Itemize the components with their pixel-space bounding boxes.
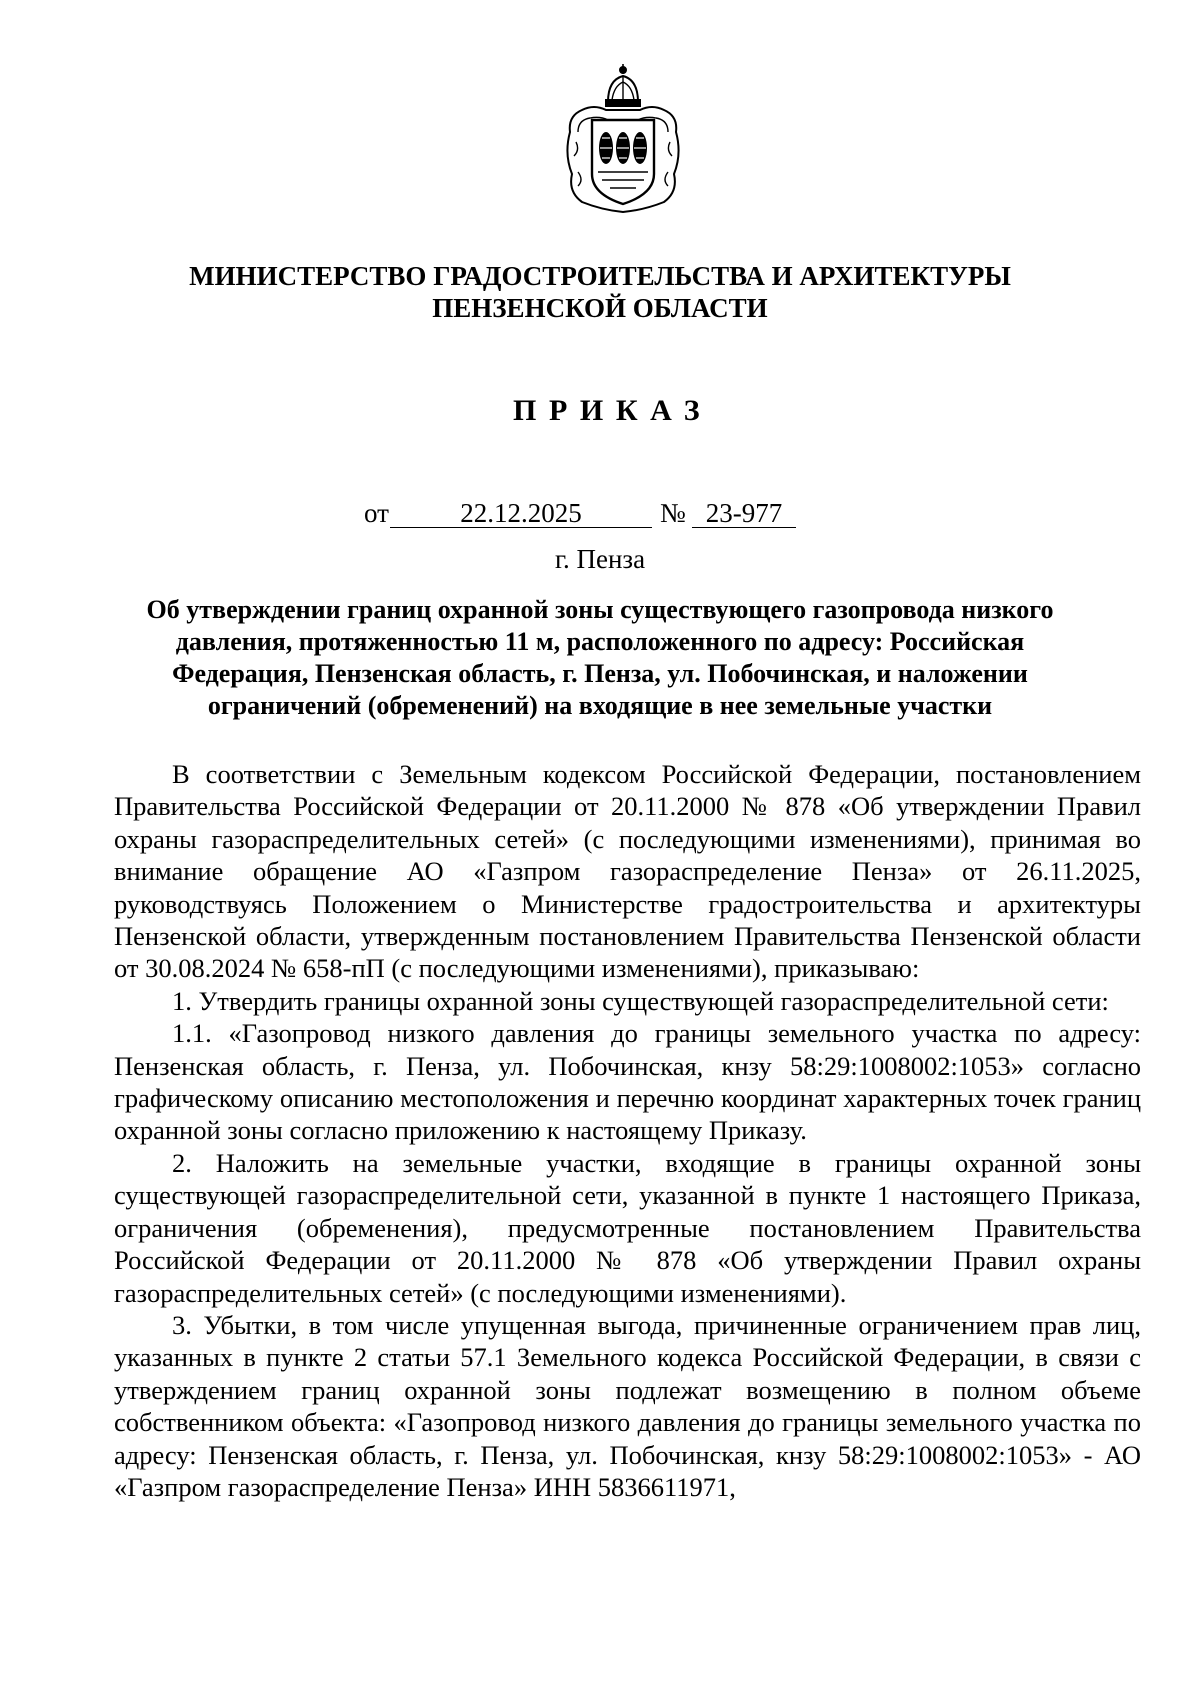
ministry-name [100, 260, 1100, 324]
document-date: 22.12.2025 [390, 496, 652, 528]
clause-1-1: 1.1. «Газопровод низкого давления до границы земельного участка по адресу: Пензенская область, г. Пенза, ул. Побочинская, кнзу 58:29:1008002:1053» согласно графическому описанию местоположения и перечню координат характерных точек границ охранной зоны согласно приложению к настоящему Приказу. [114, 1018, 1141, 1146]
document-body [114, 758, 1141, 1503]
number-prefix: № [660, 498, 686, 528]
document-subject: Об утверждении границ охранной зоны существующего газопровода низкого давления, протяженностью 11 м, расположенного по адресу: Российская Федерация, Пензенская область, г. Пенза, ул. Побочинская, и наложении ограничений (обременений) на входящие в нее земельные участки [146, 595, 1054, 720]
ministry-name-line-1: МИНИСТЕРСТВО ГРАДОСТРОИТЕЛЬСТВА И АРХИТЕКТУРЫ [189, 261, 1011, 291]
date-number-line [0, 496, 1200, 530]
clause-3: 3. Убытки, в том числе упущенная выгода, причиненные ограничением прав лиц, указанных в пункте 2 статьи 57.1 Земельного кодекса Российской Федерации, в связи с утверждением границ охранной зоны подлежат возмещению в полном объеме собственником объекта: «Газопровод низкого давления до границы земельного участка по адресу: Пензенская область, г. Пенза, ул. Побочинская, кнзу 58:29:1008002:1053» - АО «Газпром газораспределение Пенза» ИНН 5836611971, [114, 1309, 1141, 1502]
preamble-paragraph: В соответствии с Земельным кодексом Российской Федерации, постановлением Правительства Российской Федерации от 20.11.2000 № 878 «Об утверждении Правил охраны газораспределительных сетей» (с последующими изменениями), принимая во внимание обращение АО «Газпром газораспределение Пенза» от 26.11.2025, руководствуясь Положением о Министерстве градостроительства и архитектуры Пензенской области, утвержденным постановлением Правительства Пензенской области от 30.08.2024 № 658-пП (с последующими изменениями), приказываю: [114, 759, 1141, 984]
date-prefix: от [364, 498, 389, 528]
clause-2: 2. Наложить на земельные участки, входящие в границы охранной зоны существующей газораспределительной сети, указанной в пункте 1 настоящего Приказа, ограничения (обременения), предусмотренные постановлением Правительства Российской Федерации от 20.11.2000 № 878 «Об утверждении Правил охраны газораспределительных сетей» (с последующими изменениями). [114, 1147, 1141, 1308]
ministry-name-line-2: ПЕНЗЕНСКОЙ ОБЛАСТИ [432, 293, 768, 323]
coat-of-arms-icon [564, 62, 682, 214]
document-number: 23-977 [692, 496, 796, 528]
city-name: г. Пенза [554, 544, 646, 574]
document-type-title: ПРИКАЗ [513, 394, 713, 427]
clause-1: 1. Утвердить границы охранной зоны существующей газораспределительной сети: [172, 985, 1109, 1016]
